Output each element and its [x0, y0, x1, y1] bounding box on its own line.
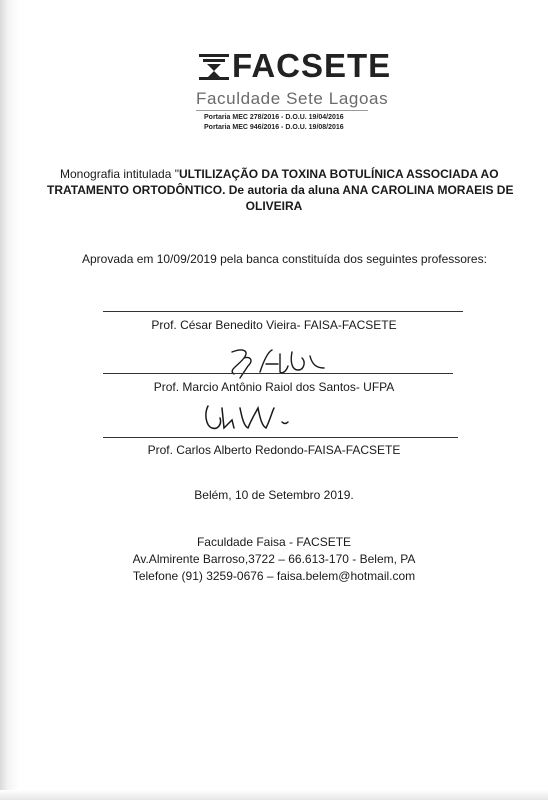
handwritten-signature-3 [200, 400, 300, 434]
professor-3-name: Prof. Carlos Alberto Redondo-FAISA-FACSETE [147, 443, 401, 457]
monograph-title-line-2: TRATAMENTO ORTODÔNTICO. De autoria da aluna ANA CAROLINA MORAEIS DE [47, 183, 514, 197]
professor-2-name: Prof. Marcio Antônio Raiol dos Santos- UFPA [153, 380, 395, 394]
monograph-intro: Monografia intitulada " [60, 167, 179, 181]
page-edge-shadow [0, 0, 20, 800]
footer-institution: Faculdade Faisa - FACSETE [196, 535, 352, 549]
monograph-title-part-1: ULTILIZAÇÃO DA TOXINA BOTULÍNICA ASSOCIADA AO [179, 167, 499, 181]
logo-divider [196, 110, 368, 111]
portaria-line-2: Portaria MEC 946/2016 - D.O.U. 19/08/2016 [204, 124, 344, 131]
page-bottom-shadow [0, 790, 548, 800]
facsete-emblem-icon [199, 54, 229, 80]
handwritten-signature-2 [220, 346, 330, 380]
approval-statement: Aprovada em 10/09/2019 pela banca constituída dos seguintes professores: [82, 252, 487, 266]
place-date: Belém, 10 de Setembro 2019. [194, 488, 354, 502]
facsete-logo [194, 40, 392, 140]
portaria-line-1: Portaria MEC 278/2016 - D.O.U. 19/04/2016 [204, 114, 344, 121]
signature-line-2 [103, 373, 453, 374]
footer-address: Av.Almirente Barroso,3722 – 66.613-170 - Belem, PA [132, 552, 416, 566]
signature-line-3 [103, 437, 458, 438]
monograph-title-line-3: OLIVEIRA [245, 199, 303, 213]
logo-subtitle: Faculdade Sete Lagoas [196, 89, 389, 108]
professor-1-name: Prof. César Benedito Vieira- FAISA-FACSETE [151, 318, 397, 332]
signature-line-1 [103, 311, 463, 312]
footer-contact: Telefone (91) 3259-0676 – faisa.belem@hotmail.com [132, 569, 416, 583]
monograph-title-line-1 [60, 166, 499, 182]
logo-name: FACSETE [232, 47, 392, 84]
